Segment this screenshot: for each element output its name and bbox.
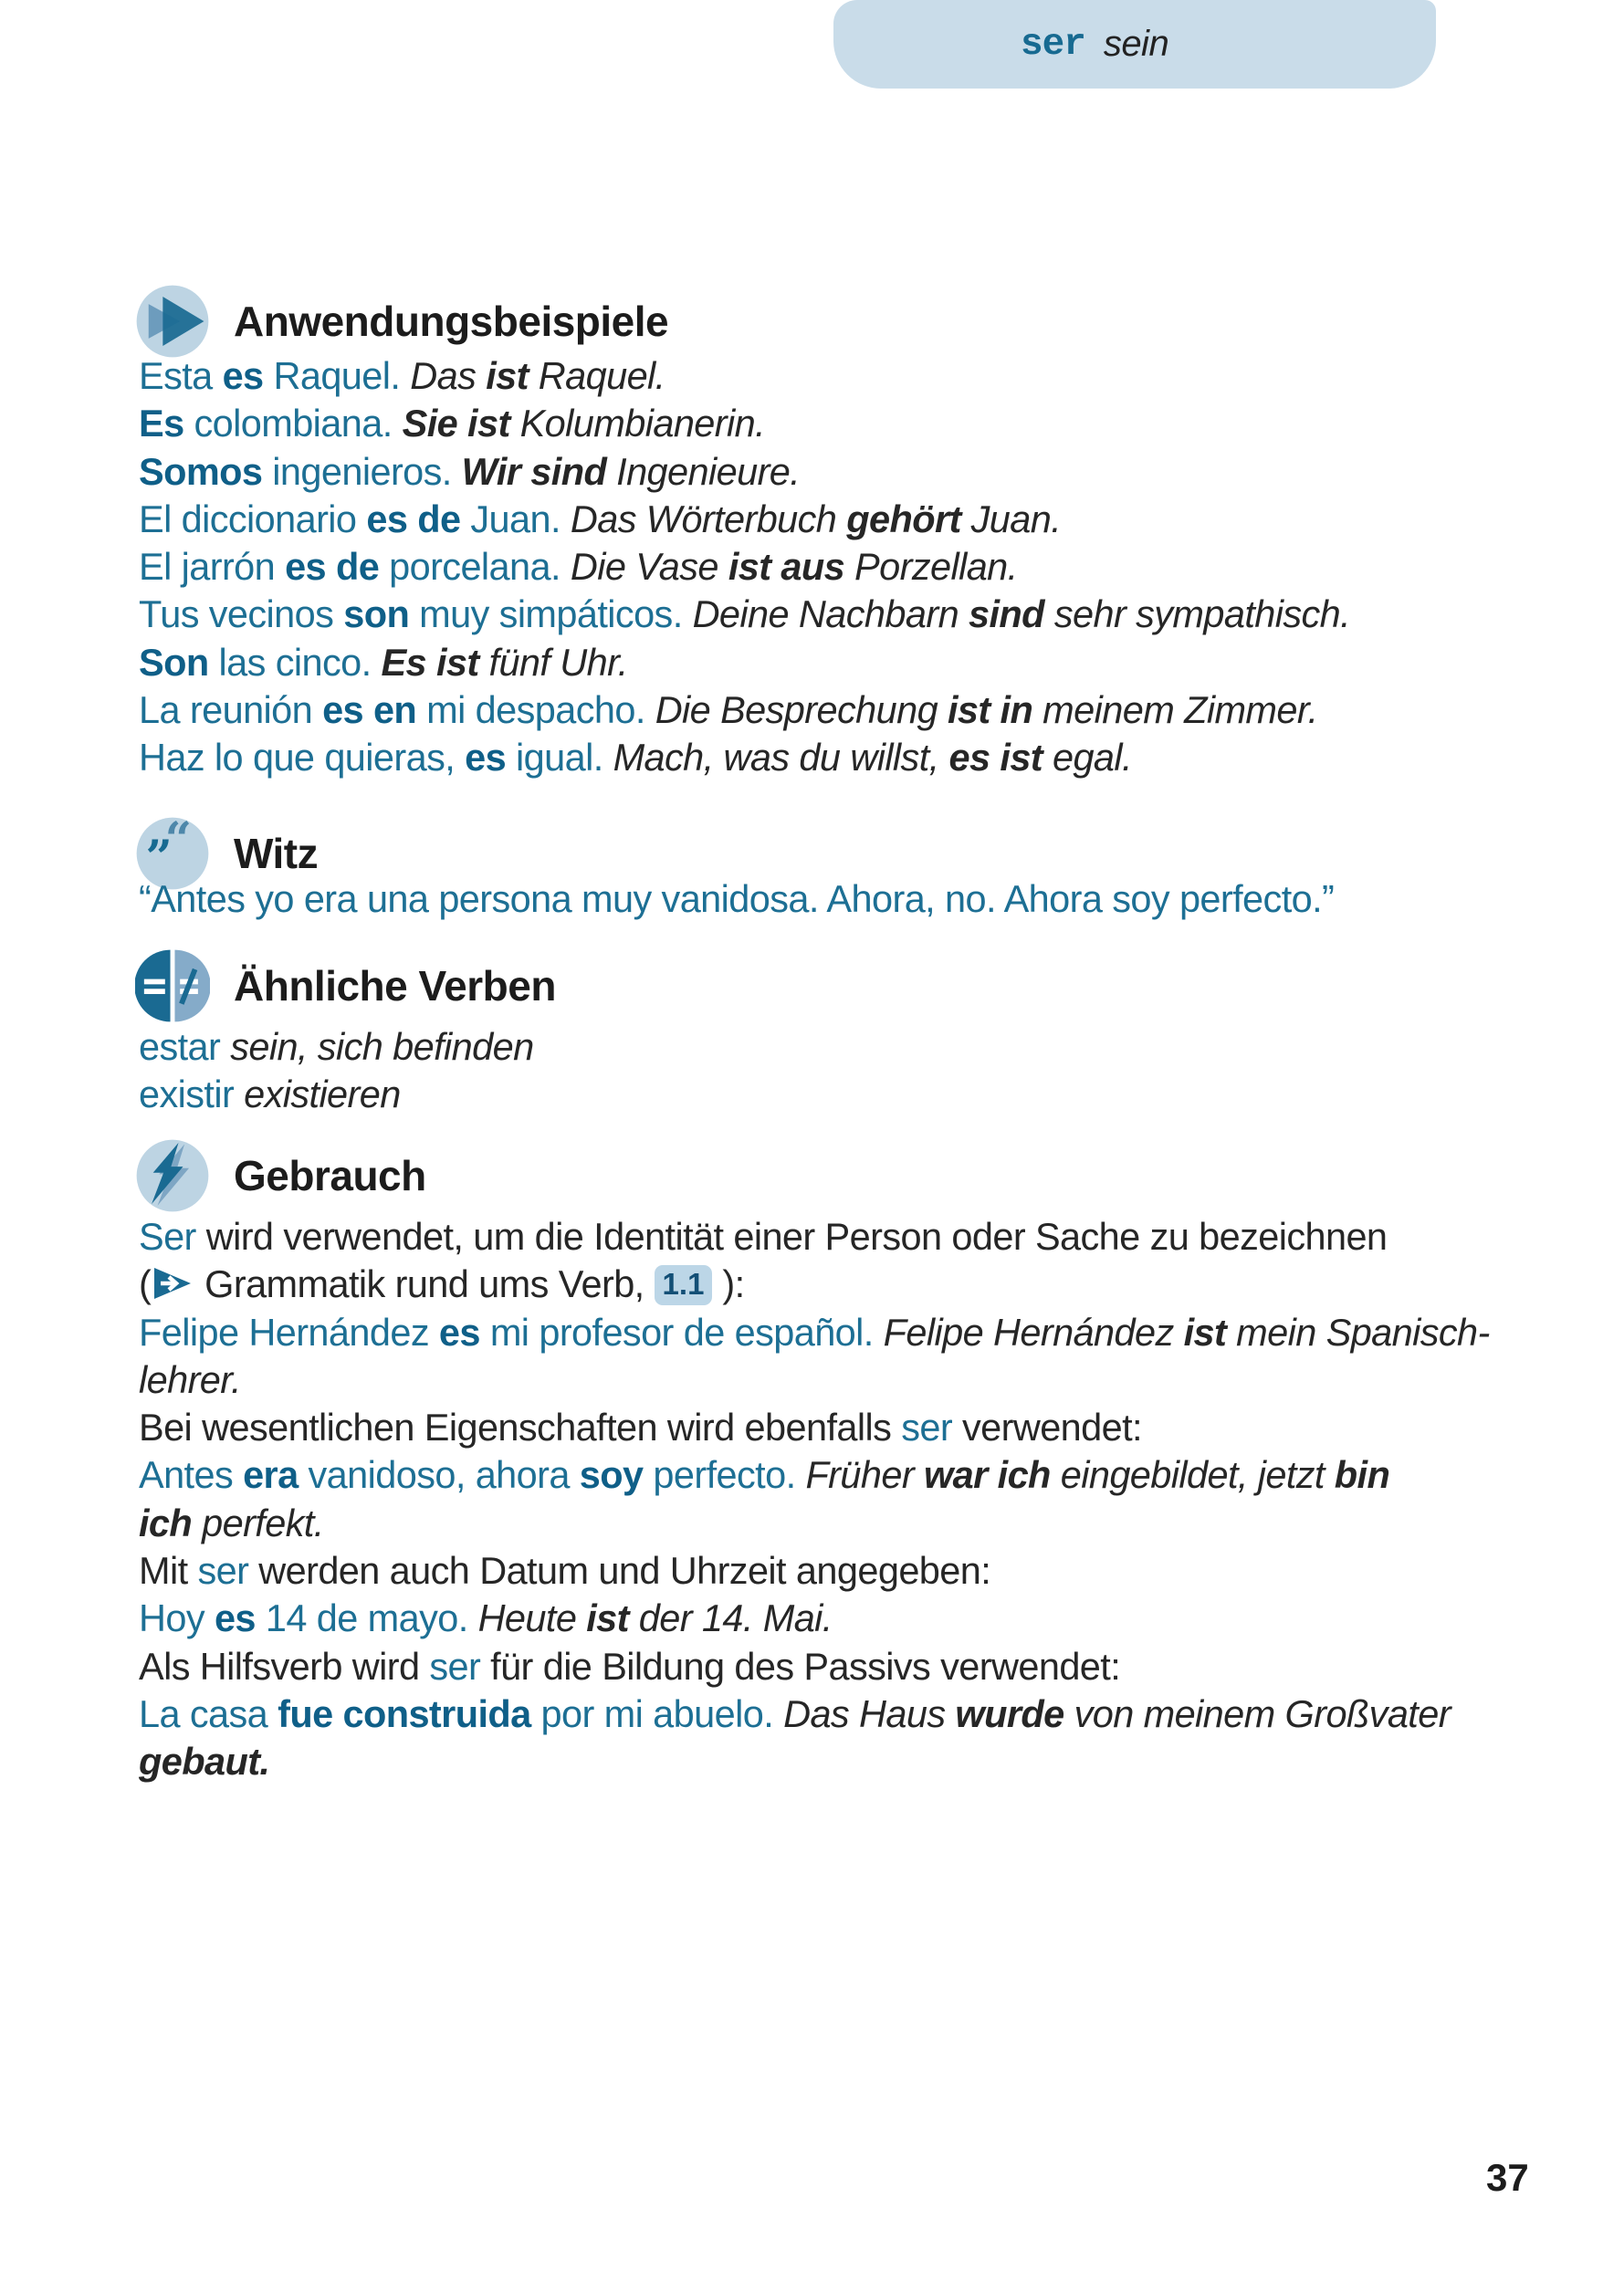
text-run: (	[139, 1262, 152, 1306]
text-run: El jarrón	[139, 545, 286, 589]
text-run: perfecto.	[643, 1453, 806, 1497]
text-run: der 14. Mai.	[628, 1596, 833, 1640]
text-run: sehr sympathisch.	[1043, 592, 1351, 636]
text-run: ist in	[947, 688, 1033, 732]
text-run: son	[343, 592, 410, 636]
text-run: Sie ist	[402, 402, 510, 445]
text-line	[139, 639, 1526, 686]
text-line	[139, 1071, 1526, 1118]
text-line	[139, 1404, 1526, 1451]
text-run: Mach, was du willst,	[613, 736, 949, 780]
text-run: bin	[1334, 1453, 1390, 1497]
text-run: Antes	[139, 1453, 244, 1497]
section-header-anwendungsbeispiele	[135, 283, 668, 360]
text-run: Porzellan.	[844, 545, 1018, 589]
section-header-aehnliche-verben	[135, 947, 556, 1024]
text-line	[139, 1643, 1526, 1690]
text-line	[139, 1356, 1526, 1404]
text-run: Felipe Hernández	[139, 1310, 439, 1354]
reference-arrow-icon	[152, 1266, 193, 1301]
text-run: Heute	[477, 1596, 587, 1640]
text-run: Deine Nachbarn	[692, 592, 969, 636]
text-run: Son	[139, 640, 209, 684]
text-run: Es	[139, 402, 184, 445]
text-line	[139, 1213, 1526, 1261]
section-header-gebrauch	[135, 1137, 426, 1214]
text-run: ist	[486, 354, 529, 397]
text-run: Die Besprechung	[655, 688, 948, 732]
text-run: es de	[366, 497, 461, 540]
text-run: mein Spanisch-	[1226, 1310, 1490, 1354]
section-title: Gebrauch	[234, 1152, 426, 1199]
text-run: Somos	[139, 449, 263, 493]
svg-text:“: “	[164, 816, 193, 866]
section-lines-gebrauch	[139, 1213, 1526, 1786]
section-title: Ähnliche Verben	[234, 962, 556, 1010]
text-line	[139, 1023, 1526, 1071]
text-run: wird verwendet, um die Identität einer Person oder Sache zu bezeichnen	[195, 1215, 1388, 1258]
text-run: für die Bildung des Passivs verwendet:	[480, 1644, 1121, 1688]
text-run: Als Hilfsverb wird	[139, 1644, 430, 1688]
text-run: werden auch Datum und Uhrzeit angegeben:	[248, 1549, 991, 1593]
text-run: Felipe Hernández	[883, 1310, 1184, 1354]
text-run: fünf Uhr.	[478, 640, 628, 684]
text-run: Esta	[139, 354, 223, 397]
text-run: Ser	[139, 1215, 196, 1258]
section-lines-anwendungsbeispiele	[139, 352, 1526, 782]
section-lines-aehnliche-verben	[139, 1023, 1526, 1119]
text-run: porcelana.	[379, 545, 571, 589]
text-line	[139, 1547, 1526, 1595]
text-run: es ist	[948, 736, 1043, 780]
text-run: La casa	[139, 1691, 278, 1735]
text-run: ist	[586, 1596, 629, 1640]
section-title: Witz	[234, 830, 319, 877]
text-run: es	[222, 354, 264, 397]
text-run: Hoy	[139, 1596, 215, 1640]
text-run: Bei wesentlichen Eigenschaften wird ebenfalls	[139, 1406, 902, 1449]
text-line	[139, 448, 1526, 496]
text-run: Das	[410, 354, 487, 397]
section-title: Anwendungsbeispiele	[234, 298, 669, 345]
text-run: es	[214, 1596, 256, 1640]
text-line	[139, 734, 1526, 781]
play-arrows-icon	[135, 284, 210, 359]
text-line	[139, 543, 1526, 591]
text-run: Tus vecinos	[139, 592, 344, 636]
text-run: 14 de mayo.	[255, 1596, 478, 1640]
text-run: Juan.	[460, 497, 571, 540]
text-run: soy	[579, 1453, 644, 1497]
text-run: existir	[139, 1073, 245, 1116]
text-run: ist aus	[728, 545, 845, 589]
text-line	[139, 1451, 1526, 1499]
text-run: mi profesor de español.	[479, 1310, 884, 1354]
text-line	[139, 352, 1526, 400]
text-run: Es ist	[381, 640, 479, 684]
text-run: colombiana.	[183, 402, 403, 445]
text-run: lehrer.	[139, 1357, 241, 1401]
text-line	[139, 1261, 1526, 1308]
page-number: 37	[1486, 2156, 1529, 2199]
text-run: La reunión	[139, 688, 323, 732]
text-line	[139, 1738, 1526, 1785]
text-run: Raquel.	[263, 354, 411, 397]
text-run: Das Wörterbuch	[570, 497, 847, 540]
text-run: eingebildet, jetzt	[1050, 1453, 1335, 1497]
text-run: Kolumbianerin.	[509, 402, 766, 445]
text-run: es de	[285, 545, 380, 589]
text-run: ser	[901, 1406, 953, 1449]
text-run: era	[243, 1453, 299, 1497]
text-line	[139, 686, 1526, 734]
text-run: muy simpáticos.	[409, 592, 693, 636]
text-run: Haz lo que quieras,	[139, 736, 466, 780]
chapter-tab	[833, 0, 1436, 89]
text-run: es	[465, 736, 507, 780]
text-run: von meinem Großvater	[1063, 1691, 1451, 1735]
text-run: Früher	[805, 1453, 924, 1497]
text-run: es en	[322, 688, 417, 732]
text-run: estar	[139, 1025, 231, 1068]
text-run: es	[438, 1310, 480, 1354]
text-run: existieren	[244, 1073, 401, 1116]
text-run: gehört	[846, 497, 961, 540]
text-run: “Antes yo era una persona muy vanidosa. Ahora, no. Ahora soy perfecto.”	[139, 877, 1335, 920]
equal-not-equal-icon	[135, 948, 210, 1023]
lightning-icon	[135, 1138, 210, 1213]
text-run: Die Vase	[570, 545, 728, 589]
text-line	[139, 1500, 1526, 1547]
text-run: Raquel.	[528, 354, 665, 397]
text-run: mi despacho.	[416, 688, 655, 732]
text-run: Juan.	[960, 497, 1062, 540]
text-run: ich	[139, 1501, 193, 1544]
svg-text:”: ”	[145, 829, 173, 884]
text-run: gebaut.	[139, 1740, 270, 1784]
text-run: ser	[197, 1549, 249, 1593]
text-run: sind	[969, 592, 1044, 636]
text-run: las cinco.	[208, 640, 382, 684]
text-run: Ingenieure.	[606, 449, 801, 493]
text-line	[139, 1595, 1526, 1642]
text-run: por mi abuelo.	[530, 1691, 784, 1735]
text-run: ingenieros.	[262, 449, 462, 493]
section-lines-witz	[139, 875, 1526, 923]
text-line	[139, 591, 1526, 638]
text-run: ist	[1183, 1310, 1227, 1354]
text-line	[139, 875, 1526, 923]
text-run: Wir sind	[461, 449, 607, 493]
text-run: igual.	[506, 736, 613, 780]
text-run: ser	[429, 1644, 481, 1688]
section-reference-badge: 1.1	[655, 1265, 713, 1305]
text-run: fue construida	[278, 1691, 531, 1735]
text-run: Grammatik rund ums Verb,	[194, 1262, 655, 1306]
tab-translation: sein	[1103, 24, 1169, 64]
text-run: El diccionario	[139, 497, 367, 540]
text-line	[139, 496, 1526, 543]
text-run: meinem Zimmer.	[1032, 688, 1318, 732]
text-line	[139, 400, 1526, 447]
text-run: verwendet:	[952, 1406, 1142, 1449]
text-run: vanidoso, ahora	[298, 1453, 580, 1497]
text-run: sein, sich befinden	[230, 1025, 534, 1068]
text-run: Mit	[139, 1549, 198, 1593]
text-run: Das Haus	[783, 1691, 956, 1735]
text-run: egal.	[1043, 736, 1132, 780]
text-line	[139, 1309, 1526, 1356]
text-line	[139, 1690, 1526, 1738]
tab-headword: ser	[1021, 23, 1085, 66]
text-run: wurde	[955, 1691, 1064, 1735]
text-run: ):	[712, 1262, 745, 1306]
text-run: war ich	[924, 1453, 1051, 1497]
text-run: perfekt.	[192, 1501, 324, 1544]
